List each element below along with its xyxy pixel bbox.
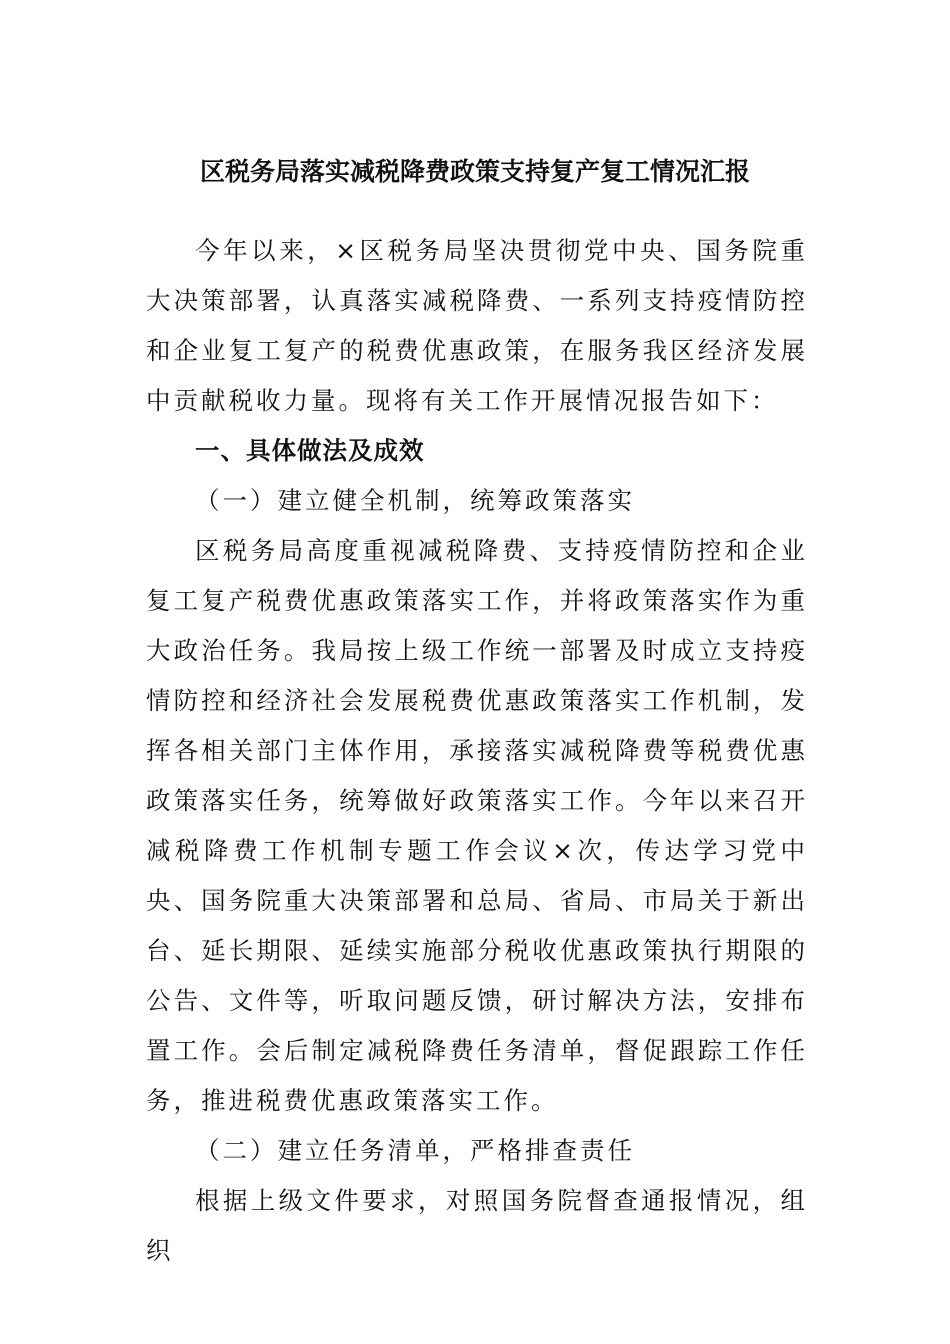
subsection-2-paragraph: 根据上级文件要求，对照国务院督查通报情况，组织 (146, 1186, 808, 1265)
intro-paragraph: 今年以来，×区税务局坚决贯彻党中央、国务院重大决策部署，认真落实减税降费、一系列支持疫情防控和企业复工复产的税费优惠政策，在服务我区经济发展中贡献税收力量。现将有关工作开展情况报告如下： (146, 236, 808, 415)
subsection-1-paragraph: 区税务局高度重视减税降费、支持疫情防控和企业复工复产税费优惠政策落实工作，并将政策落实作为重大政治任务。我局按上级工作统一部署及时成立支持疫情防控和经济社会发展税费优惠政策落实工作机制，发挥各相关部门主体作用，承接落实减税降费等税费优惠政策落实任务，统筹做好政策落实工作。今年以来召开减税降费工作机制专题工作会议×次，传达学习党中央、国务院重大决策部署和总局、省局、市局关于新出台、延长期限、延续实施部分税收优惠政策执行期限的公告、文件等，听取问题反馈，研讨解决方法，安排布置工作。会后制定减税降费任务清单，督促跟踪工作任务，推进税费优惠政策落实工作。 (146, 536, 808, 1115)
subsection-heading-2: （二）建立任务清单，严格排查责任 (195, 1136, 635, 1165)
section-heading-1: 一、具体做法及成效 (195, 436, 425, 465)
subsection-heading-1: （一）建立健全机制，统筹政策落实 (195, 486, 635, 515)
document-body (146, 226, 808, 1276)
document-title: 区税务局落实减税降费政策支持复产复工情况汇报 (199, 157, 750, 186)
